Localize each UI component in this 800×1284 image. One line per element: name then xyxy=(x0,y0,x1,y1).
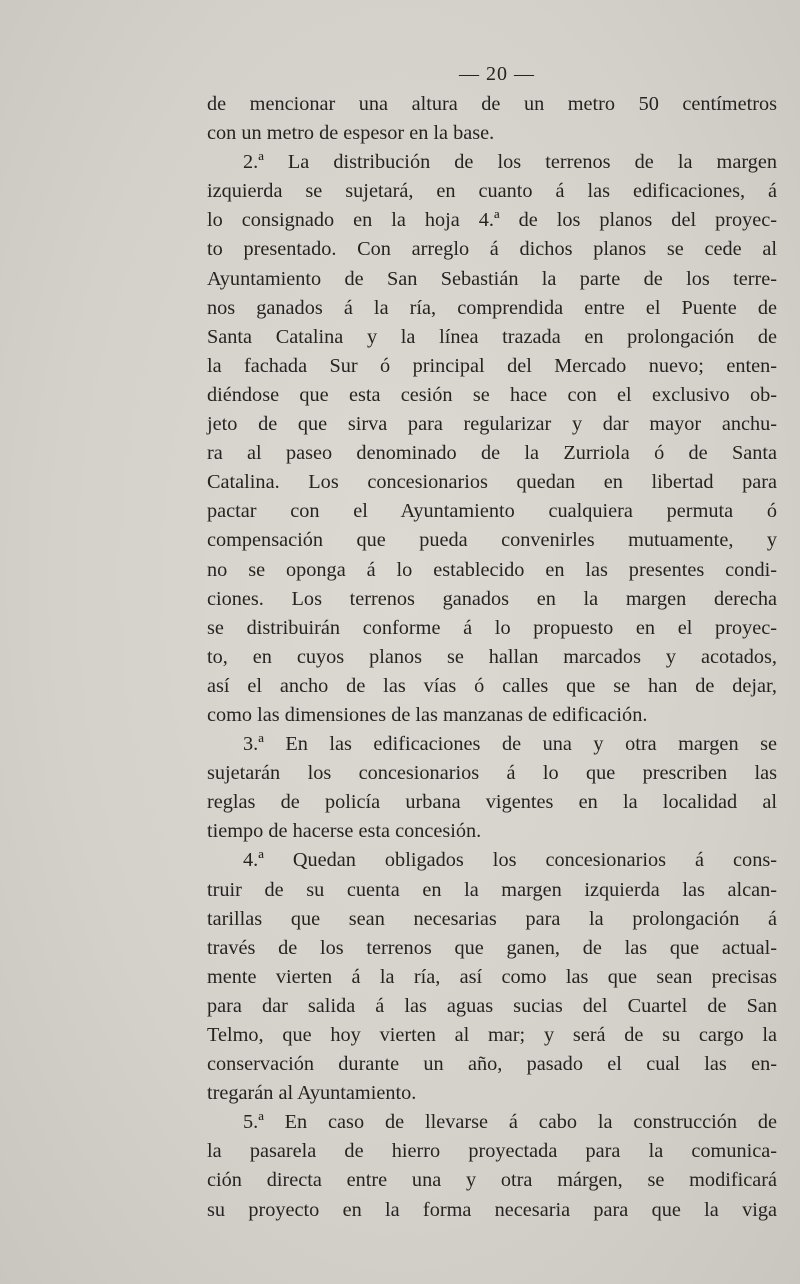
text-line: truir de su cuenta en la margen izquierda las alcan- xyxy=(207,878,777,901)
text-line: la pasarela de hierro proyectada para la comunica- xyxy=(207,1140,777,1163)
text-line: como las dimensiones de las manzanas de edificación. xyxy=(207,703,648,726)
text-block xyxy=(207,58,777,1225)
text-line: 5.ª En caso de llevarse á cabo la construcción de xyxy=(243,1111,777,1134)
text-line: así el ancho de las vías ó calles que se han de dejar, xyxy=(207,674,777,697)
text-line: tarillas que sean necesarias para la prolongación á xyxy=(207,907,777,930)
text-line: la fachada Sur ó principal del Mercado nuevo; enten- xyxy=(207,354,777,377)
text-line: se distribuirán conforme á lo propuesto en el proyec- xyxy=(207,616,777,639)
text-line: para dar salida á las aguas sucias del Cuartel de San xyxy=(207,994,777,1017)
text-line: to, en cuyos planos se hallan marcados y acotados, xyxy=(207,645,777,668)
text-line: reglas de policía urbana vigentes en la localidad al xyxy=(207,791,777,814)
text-line: tregarán al Ayuntamiento. xyxy=(207,1082,417,1105)
text-line: izquierda se sujetará, en cuanto á las edificaciones, á xyxy=(207,180,777,203)
text-line: 2.ª La distribución de los terrenos de la margen xyxy=(243,151,777,174)
text-line: no se oponga á lo establecido en las presentes condi- xyxy=(207,558,777,581)
text-line: Telmo, que hoy vierten al mar; y será de su cargo la xyxy=(207,1024,777,1046)
text-line: Ayuntamiento de San Sebastián la parte de los terre- xyxy=(207,267,777,290)
text-line: conservación durante un año, pasado el cual las en- xyxy=(207,1053,777,1076)
text-line: Catalina. Los concesionarios quedan en libertad para xyxy=(207,471,777,494)
text-line: lo consignado en la hoja 4.ª de los planos del proyec- xyxy=(207,209,777,232)
text-line: pactar con el Ayuntamiento cualquiera permuta ó xyxy=(207,500,777,523)
text-line: compensación que pueda convenirles mutuamente, y xyxy=(207,529,777,552)
text-line: ción directa entre una y otra márgen, se modificará xyxy=(207,1169,777,1192)
text-line: 3.ª En las edificaciones de una y otra margen se xyxy=(243,733,777,756)
page-number: — 20 — xyxy=(459,63,535,85)
body-text xyxy=(207,90,777,1225)
text-line: jeto de que sirva para regularizar y dar mayor anchu- xyxy=(207,413,777,436)
text-line: de mencionar una altura de un metro 50 centímetros xyxy=(207,93,777,115)
text-line: mente vierten á la ría, así como las que sean precisas xyxy=(207,965,777,988)
text-line: ra al paseo denominado de la Zurriola ó de Santa xyxy=(207,442,777,465)
text-line: tiempo de hacerse esta concesión. xyxy=(207,820,482,843)
text-line: to presentado. Con arreglo á dichos planos se cede al xyxy=(207,238,777,261)
text-line: diéndose que esta cesión se hace con el exclusivo ob- xyxy=(207,383,777,406)
text-line: 4.ª Quedan obligados los concesionarios á cons- xyxy=(243,849,777,872)
text-line: Santa Catalina y la línea trazada en prolongación de xyxy=(207,325,777,348)
text-line: su proyecto en la forma necesaria para que la viga xyxy=(207,1198,777,1221)
text-line: ciones. Los terrenos ganados en la margen derecha xyxy=(207,587,777,610)
text-line: nos ganados á la ría, comprendida entre el Puente de xyxy=(207,296,777,319)
text-line: con un metro de espesor en la base. xyxy=(207,122,495,145)
text-line: sujetarán los concesionarios á lo que prescriben las xyxy=(207,762,777,785)
text-line: través de los terrenos que ganen, de las que actual- xyxy=(207,936,777,959)
